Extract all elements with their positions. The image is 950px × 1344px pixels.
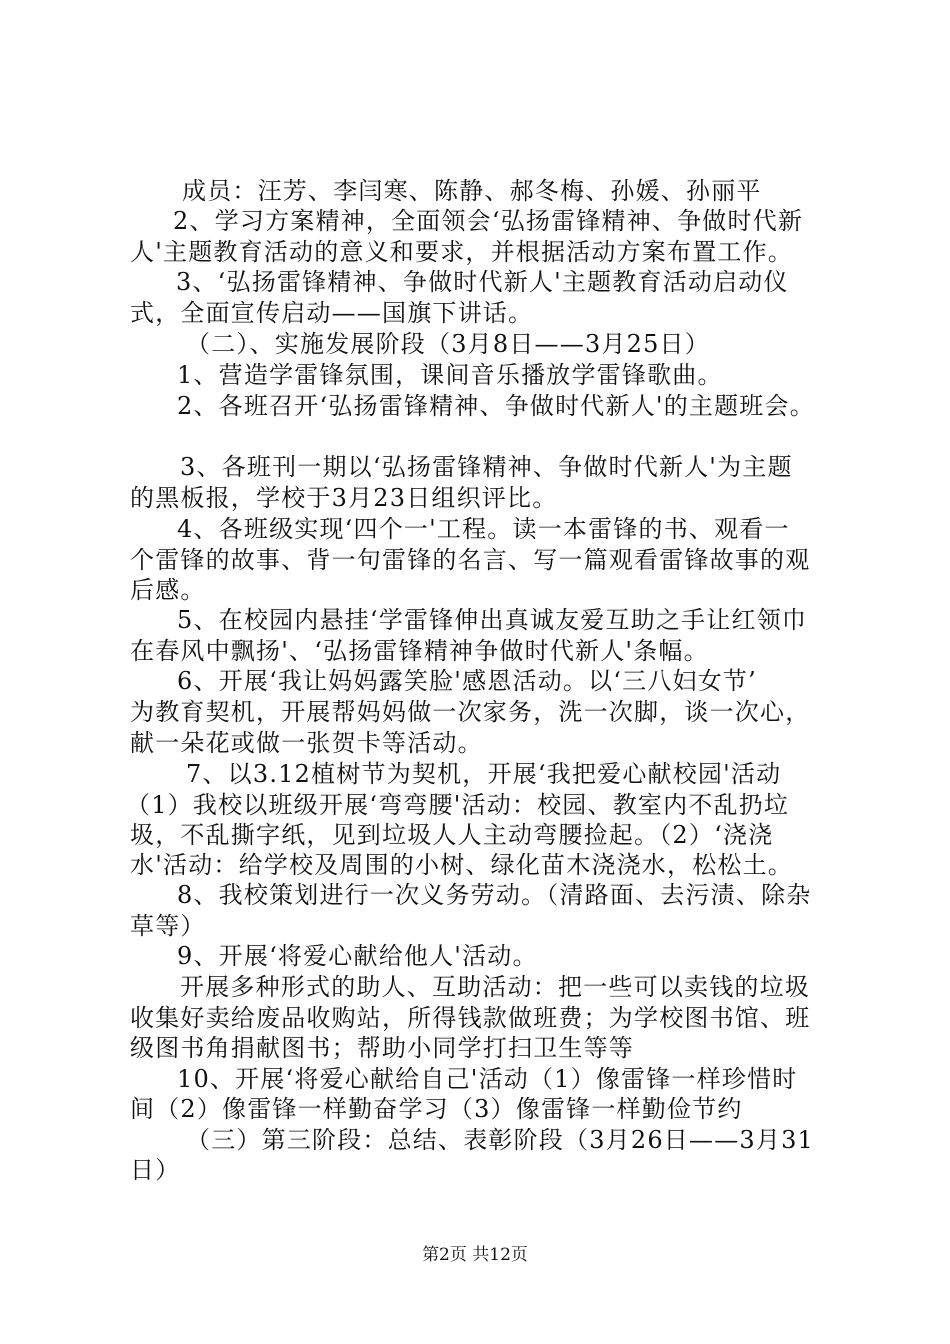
- text-line: 5、在校园内悬挂‘学雷锋伸出真诚友爱互助之手让红领巾: [177, 606, 808, 634]
- text-line: （三）第三阶段：总结、表彰阶段（3月26日——3月31: [186, 1126, 815, 1154]
- text-line: 草等）: [130, 912, 206, 940]
- text-line: 圾，不乱撕字纸，见到垃圾人人主动弯腰捡起。（2）‘浇浇: [130, 821, 774, 849]
- text-line: 后感。: [130, 576, 206, 604]
- text-line: 成员：汪芳、李闫寒、陈静、郝冬梅、孙媛、孙丽平: [182, 177, 762, 205]
- text-line: 间（2）像雷锋一样勤奋学习（3）像雷锋一样勤俭节约: [130, 1095, 743, 1123]
- page-number-footer: 第2页 共12页: [422, 1245, 528, 1265]
- text-line: 水'活动：给学校及周围的小树、绿化苗木浇浇水，松松土。: [130, 851, 793, 879]
- text-line: 级图书角捐献图书；帮助小同学打扫卫生等等: [130, 1034, 634, 1062]
- text-line: 收集好卖给废品收购站，所得钱款做班费；为学校图书馆、班: [130, 1004, 811, 1032]
- text-line: 日）: [130, 1156, 181, 1184]
- text-line: 10、开展‘将爱心献给自己'活动（1）像雷锋一样珍惜时: [177, 1065, 798, 1093]
- text-line: 9、开展‘将爱心献给他人'活动。: [177, 942, 538, 970]
- text-line: （1）我校以班级开展‘弯弯腰'活动：校园、教室内不乱扔垃: [126, 791, 790, 819]
- text-line: 为教育契机，开展帮妈妈做一次家务，洗一次脚，谈一次心，: [130, 698, 811, 726]
- text-line: 式，全面宣传启动——国旗下讲话。: [130, 299, 534, 327]
- text-line: 在春风中飘扬'、‘弘扬雷锋精神争做时代新人'条幅。: [130, 637, 709, 665]
- text-line: 2、各班召开‘弘扬雷锋精神、争做时代新人'的主题班会。: [177, 392, 815, 420]
- text-line: 3、各班刊一期以‘弘扬雷锋精神、争做时代新人'为主题: [180, 453, 793, 481]
- text-line: 的黑板报，学校于3月23日组织评比。: [130, 484, 558, 512]
- text-line: 献一朵花或做一张贺卡等活动。: [130, 729, 483, 757]
- text-line: 2、学习方案精神，全面领会‘弘扬雷锋精神、争做时代新: [173, 207, 804, 235]
- text-line: 6、开展‘我让妈妈露笑脸'感恩活动。以‘三八妇女节’: [177, 667, 757, 695]
- text-line: 人'主题教育活动的意义和要求，并根据活动方案布置工作。: [130, 238, 793, 266]
- text-line: 3、‘弘扬雷锋精神、争做时代新人'主题教育活动启动仪: [176, 268, 789, 296]
- text-line: 7、以3.12植树节为契机，开展‘我把爱心献校园'活动: [186, 760, 782, 788]
- text-line: 1、营造学雷锋氛围，课间音乐播放学雷锋歌曲。: [177, 361, 723, 389]
- text-line: 8、我校策划进行一次义务劳动。（清路面、去污渍、除杂: [177, 881, 812, 909]
- text-line: 个雷锋的故事、背一句雷锋的名言、写一篇观看雷锋故事的观: [130, 546, 811, 574]
- text-line: 4、各班级实现‘四个一'工程。读一本雷锋的书、观看一: [177, 515, 790, 543]
- text-line: 开展多种形式的助人、互助活动：把一些可以卖钱的垃圾: [180, 973, 810, 1001]
- text-line: （二）、实施发展阶段（3月8日——3月25日）: [186, 330, 710, 358]
